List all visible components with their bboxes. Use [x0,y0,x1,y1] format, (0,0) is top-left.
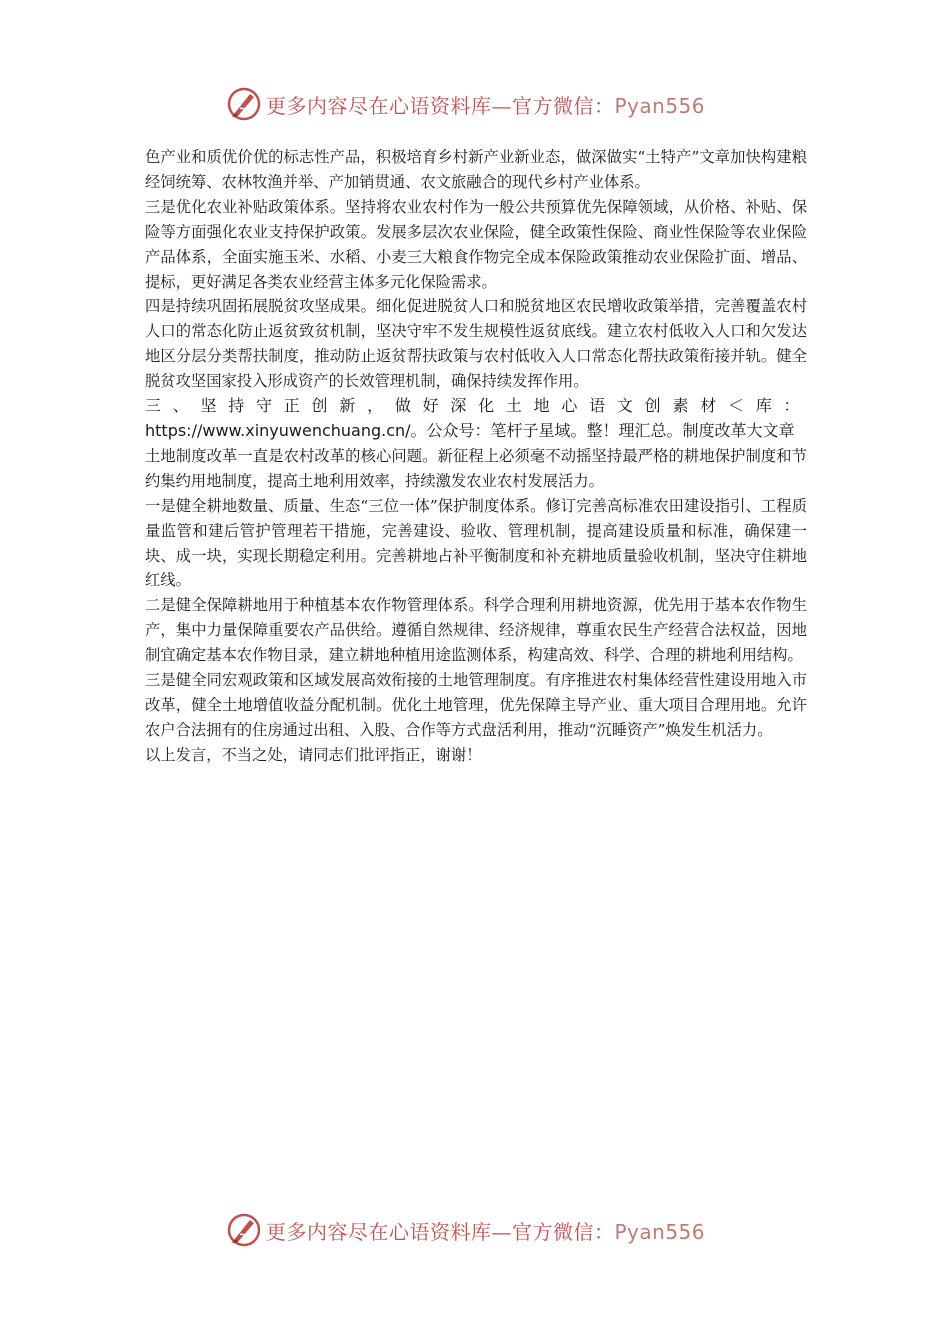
document-body [145,145,807,768]
closing-paragraph: 以上发言，不当之处，请同志们批评指正，谢谢！ [145,745,482,764]
paragraph: 二是健全保障耕地用于种植基本农作物管理体系。科学合理利用耕地资源，优先用于基本农作物生产，集中力量保障重要农产品供给。遵循自然规律、经济规律，尊重农民生产经营合法权益，因地制宜确定基本农作物目录，建立耕地种植用途监测体系，构建高效、科学、合理的耕地利用结构。 [145,596,807,665]
banner-label [266,1216,705,1245]
paragraph: 色产业和质优价优的标志性产品，积极培育乡村新产业新业态，做深做实“土特产”文章加快构建粮经饲统筹、农林牧渔并举、产加销贯通、农文旅融合的现代乡村产业体系。 [145,148,807,191]
paragraph: 三是优化农业补贴政策体系。坚持将农业农村作为一般公共预算优先保障领域，从价格、补贴、保险等方面强化农业支持保护政策。发展多层次农业保险，健全政策性保险、商业性保险等农业保险产品体系，全面实施玉米、水稻、小麦三大粮食作物完全成本保险政策推动农业保险扩面、增品、提标，更好满足各类农业经营主体多元化保险需求。 [145,197,807,291]
banner-handle: Pyan556 [614,93,706,118]
section-heading-link: https://www.xinyuwenchuang.cn/。公众号：笔杆子星域。整！理汇总。制度改革大文章 [145,420,795,440]
banner-handle: Pyan556 [614,1219,706,1244]
pen-logo-icon [226,86,262,122]
paragraph: 一是健全耕地数量、质量、生态“三位一体”保护制度体系。修订完善高标准农田建设指引、工程质量监管和建后管护管理若干措施，完善建设、验收、管理机制，提高建设质量和标准，确保建一块、成一块，实现长期稳定利用。完善耕地占补平衡制度和补充耕地质量验收机制，坚决守住耕地红线。 [145,496,807,590]
paragraph: 三是健全同宏观政策和区域发展高效衔接的土地管理制度。有序推进农村集体经营性建设用地入市改革，健全土地增值收益分配机制。优化土地管理，优先保障主导产业、重大项目合理用地。允许农户合法拥有的住房通过出租、入股、合作等方式盘活利用，推动“沉睡资产”焕发生机活力。 [145,671,807,739]
footer-watermark-banner [226,1210,705,1250]
banner-main-text: 更多内容尽在心语资料库—官方微信： [266,93,615,118]
paragraph: 四是持续巩固拓展脱贫攻坚成果。细化促进脱贫人口和脱贫地区农民增收政策举措，完善覆盖农村人口的常态化防止返贫致贫机制，坚决守牢不发生规模性返贫底线。建立农村低收入人口和欠发达地区分层分类帮扶制度，推动防止返贫帮扶政策与农村低收入人口常态化帮扶政策衔接并轨。健全脱贫攻坚国家投入形成资产的长效管理机制，确保持续发挥作用。 [145,297,807,391]
banner-main-text: 更多内容尽在心语资料库—官方微信： [266,1219,615,1244]
section-heading [145,394,807,444]
pen-logo-icon [226,1212,262,1248]
paragraph: 土地制度改革一直是农村改革的核心问题。新征程上必须毫不动摇坚持最严格的耕地保护制度和节约集约用地制度，提高土地利用效率，持续激发农业农村发展活力。 [145,446,807,490]
section-heading-title: 三、坚持守正创新，做好深化土地心语文创素材＜库： [145,396,807,416]
banner-label [266,90,705,119]
header-watermark-banner [226,84,705,124]
